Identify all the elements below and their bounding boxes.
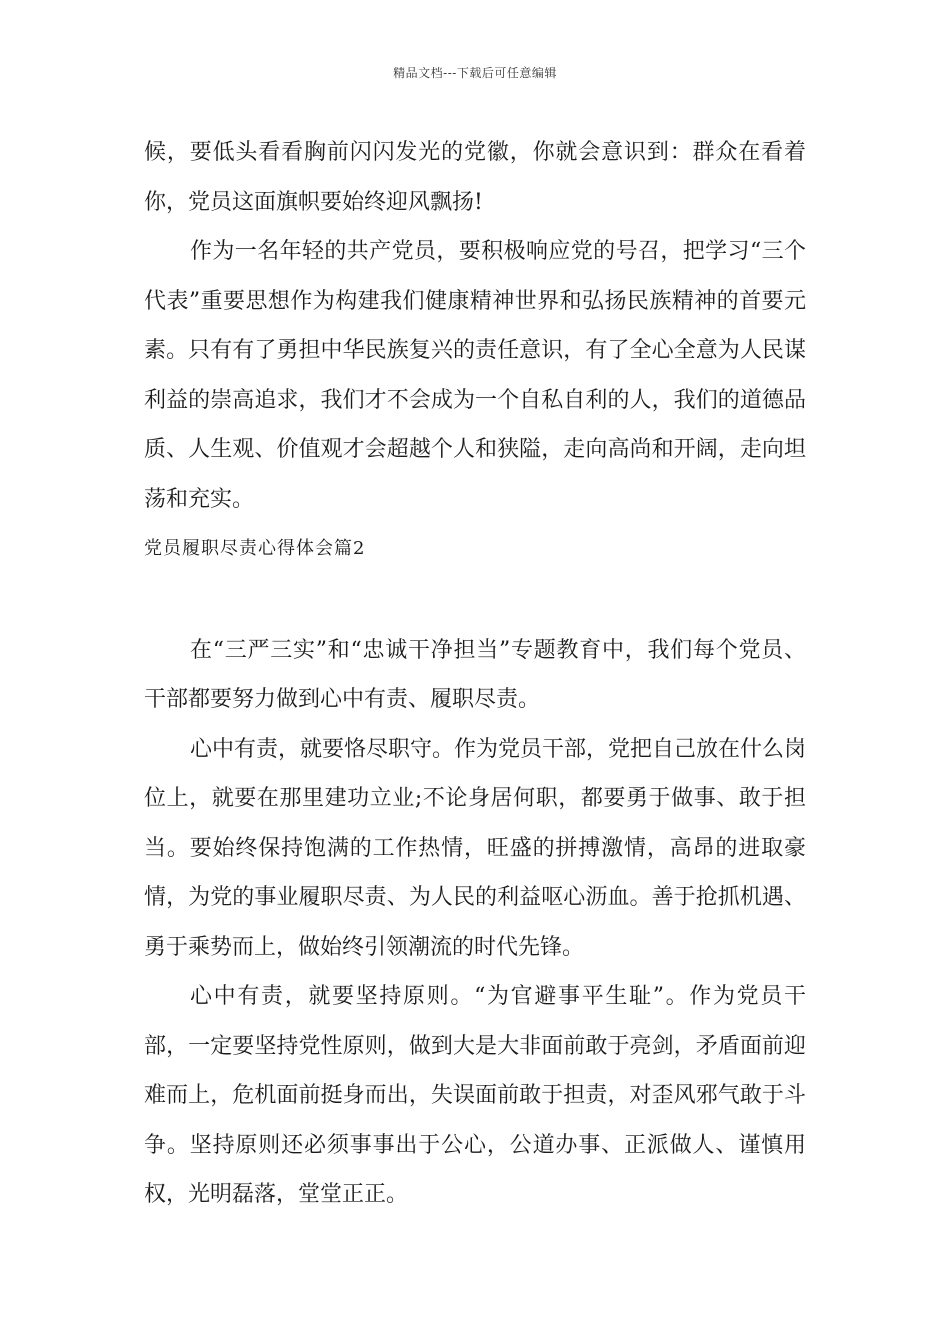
paragraph: 心中有责，就要坚持原则。“为官避事平生耻”。作为党员干部，一定要坚持党性原则，做到大是大非面前敢于亮剑，矛盾面前迎难而上，危机面前挺身而出，失误面前敢于担责，对歪风邪气敢于斗争。坚持原则还必须事事出于公心，公道办事、正派做人、谨慎用权，光明磊落，堂堂正正。 — [144, 984, 806, 1207]
paragraph: 心中有责，就要恪尽职守。作为党员干部，党把自己放在什么岗位上，就要在那里建功立业;不论身居何职，都要勇于做事、敢于担当。要始终保持饱满的工作热情，旺盛的拼搏激情，高昂的进取豪情，为党的事业履职尽责、为人民的利益呕心沥血。善于抢抓机遇、勇于乘势而上，做始终引领潮流的时代先锋。 — [144, 736, 807, 960]
document-body — [144, 128, 806, 1220]
paragraph: 作为一名年轻的共产党员，要积极响应党的号召，把学习“三个代表”重要思想作为构建我们健康精神世界和弘扬民族精神的首要元素。只有有了勇担中华民族复兴的责任意识，有了全心全意为人民谋利益的崇高追求，我们才不会成为一个自私自利的人，我们的道德品质、人生观、价值观才会超越个人和狭隘，走向高尚和开阔，走向坦荡和充实。 — [144, 239, 806, 512]
paragraph-continuation: 候，要低头看看胸前闪闪发光的党徽，你就会意识到：群众在看着你，党员这面旗帜要始终迎风飘扬! — [144, 140, 806, 215]
page-header: 精品文档---下载后可任意编辑 — [393, 66, 557, 80]
section-heading: 党员履职尽责心得体会篇2 — [144, 538, 366, 559]
paragraph: 在“三严三实”和“忠诚干净担当”专题教育中，我们每个党员、干部都要努力做到心中有责、履职尽责。 — [144, 637, 806, 712]
